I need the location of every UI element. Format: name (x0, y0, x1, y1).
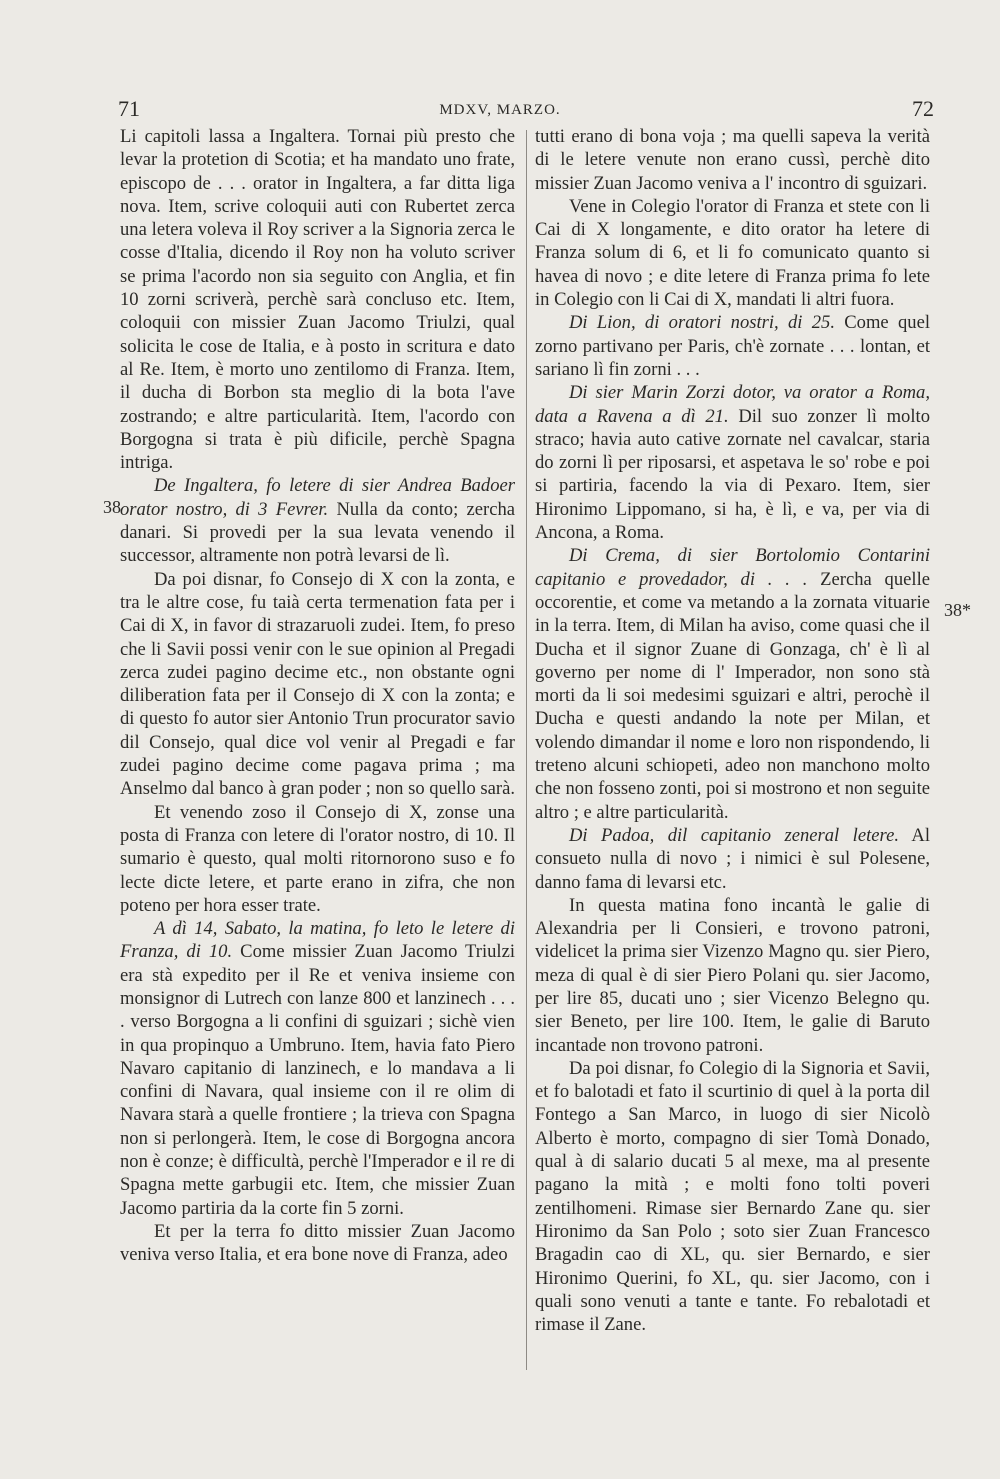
right-paragraph-5-heading: Di Crema, di sier Bortolomio Contarini capitanio e provedador, di . . . (535, 545, 930, 590)
left-column (120, 125, 515, 1267)
right-paragraph-6 (535, 824, 930, 894)
right-margin-number: 38* (944, 600, 971, 620)
column-divider (526, 130, 527, 1370)
left-paragraph-2-body: Nulla da conto; zercha danari. Si provedi per la sua levata venendo il successor, altramente non potrà levarsi de lì. (120, 498, 515, 567)
running-title: MDXV, MARZO. (439, 102, 561, 118)
left-paragraph-1: Li capitoli lassa a Ingaltera. Tornai più presto che levar la protetion di Scotia; et ha mandato uno frate, episcopo de . . . orator in Ingaltera, a far ditta liga nova. Item, scrive coloquii auti con Rubertet zerca una letera voleva il Roy scriver a la Signoria zerca le cosse d'Italia, dicendo il Roy non ha voluto scriver se prima l'acordo non sia seguito con Anglia, et fin 10 zorni scriverà, perchè sarà concluso etc. Item, coloquii con missier Zuan Jacomo Triulzi, qual solicita le cose de Italia, e à posto in scritura e dato al Re. Item, è morto uno zentilomo di Franza. Item, il ducha di Borbon sta meglio di la bota l'ave zostrando; e altre particularità. Item, l'acordo con Borgogna si trata è più dificile, perchè Spagna intriga. (120, 126, 515, 474)
left-paragraph-2-heading: De Ingaltera, fo letere di sier Andrea Badoer orator nostro, di 3 Fevrer. (120, 475, 515, 520)
right-paragraph-3 (535, 311, 930, 381)
right-paragraph-8: Da poi disnar, fo Colegio di la Signoria et Savii, et fo balotadi et fato il scurtinio di quel à la porta dil Fontego a San Marco, in luogo di sier Nicolò Alberto è morto, compagno di sier Tomà Donado, qual à di salario ducati 5 al mexe, ma al presente pagano la mità ; e molti fono tolti poveri zentilhomeni. Rimase sier Bernardo Zane qu. sier Hironimo da San Polo ; soto sier Zuan Francesco Bragadin cao di XL, qu. sier Bernardo, e sier Hironimo Querini, fo XL, qu. sier Jacomo, con i quali sono venuti a tante e tante. Fo rebalotadi et rimase il Zane. (535, 1057, 930, 1336)
page-header (0, 96, 1000, 122)
left-paragraph-5-heading: A dì 14, Sabato, la matina, fo leto le letere di Franza, di 10. (120, 918, 515, 963)
left-paragraph-5-body: Come missier Zuan Jacomo Triulzi era stà expedito per il Re et veniva insieme con monsignor di Lutrech con lanze 800 et lanzinech . . . . verso Borgogna a li confini di sguizari ; sichè vien in qua propinquo a Umbruno. Item, havia fato Piero Navaro capitanio di lanzinech, e lo mandava a li confini di Navara, qual insieme con il re olim di Navara starà a quelle frontiere ; la trieva con Spagna non si perlongerà. Item, le cose di Borgogna ancora non è conze; è difficultà, perchè l'Imperador e il re di Spagna mette garbugii etc. Item, che missier Zuan Jacomo partiria da la corte fin 5 zorni. (120, 941, 516, 1219)
right-paragraph-5-body: Zercha quelle occorentie, et come va metando a la zornata vituarie in la terra. Item, di Milan ha aviso, come quasi che il Ducha et il signor Zuane di Gonzaga, ch' è lì al governo per nome di l' Imperador, non sono stà morti da li soi medesimi sguizari e altri, perochè il Ducha e questi andando la note per Milan, et volendo dimandar il nome e loro non rispondendo, li treteno alcuni schiopeti, adeo non manchono molto che non fosseno zonti, poi si mostrono et non seguite altro ; e altre particularità. (535, 568, 930, 823)
right-paragraph-5 (535, 544, 930, 824)
left-paragraph-2 (120, 474, 515, 567)
left-paragraph-6: Et per la terra fo ditto missier Zuan Jacomo veniva verso Italia, et era bone nove di Franza, adeo (120, 1220, 515, 1266)
right-paragraph-7: In questa matina fono incantà le galie di Alexandria per li Consieri, e trovono patroni, videlicet la prima sier Vizenzo Magno qu. sier Piero, meza di qual è di sier Piero Polani qu. sier Jacomo, per lire 85, ducati uno ; sier Vicenzo Belegno qu. sier Beneto, per lire 100. Item, le galie di Baruto incantade non trovono patroni. (535, 894, 930, 1056)
left-page-number: 71 (118, 96, 140, 121)
right-paragraph-1: tutti erano di bona voja ; ma quelli sapeva la verità di le letere venute non erano cussì, perchè dito missier Zuan Jacomo veniva a l' incontro di sguizari. (535, 126, 930, 194)
right-paragraph-2: Vene in Colegio l'orator di Franza et stete con li Cai di X longamente, e dito orator ha letere di Franza solum di 6, et li fo comunicato quanto si havea di novo ; e dite letere di Franza prima fo lete in Colegio con li Cai di X, mandati li altri fuora. (535, 195, 930, 311)
right-paragraph-4 (535, 381, 930, 544)
right-paragraph-3-heading: Di Lion, di oratori nostri, di 25. (569, 312, 835, 334)
right-column (535, 125, 930, 1336)
left-paragraph-5 (120, 917, 515, 1220)
right-paragraph-4-body: Dil suo zonzer lì molto straco; havia auto cative zornate nel cavalcar, staria do zorni lì per riposarsi, et aspetava le so' robe e poi si partiria, facendo la via di Pexaro. Item, sier Hironimo Lippomano, si ha, è lì, e va, per via di Ancona, a Roma. (535, 405, 930, 544)
right-page-number: 72 (912, 96, 934, 121)
left-paragraph-3: Da poi disnar, fo Consejo di X con la zonta, e tra le altre cose, fu taià certa termenation fata per i Cai di X, in favor di strazaruoli zudei. Item, fo preso che li Savii possi venir con le sue opinion al Pregadi zerca zudei pagino decime etc., non obstante ogni diliberation fata per il Consejo di X con la zonta; e di questo fo autor sier Antonio Trun procurator savio dil Consejo, qual dice vol venir al Pregadi e far zudei pagino decime come pagava prima ; ma Anselmo dal banco à gran poder ; non so quello sarà. (120, 568, 516, 800)
left-paragraph-4: Et venendo zoso il Consejo di X, zonse una posta di Franza con letere di l'orator nostro, di 10. Il sumario è questo, qual molti ritornorono suso e fo lecte dicte letere, et parte erano in zifra, che non poteno per hora esser trate. (120, 801, 515, 916)
left-margin-number: 38 (103, 497, 121, 517)
right-paragraph-6-heading: Di Padoa, dil capitanio zeneral letere. (569, 824, 899, 846)
right-paragraph-4-heading: Di sier Marin Zorzi dotor, va orator a Roma, data a Ravena a dì 21. (535, 382, 930, 427)
right-paragraph-6-body: Al consueto nulla di novo ; i nimici è sul Polesene, danno fama di levarsi etc. (535, 824, 930, 893)
right-paragraph-3-body: Come quel zorno partivano per Paris, ch'è zornate . . . lontan, et sariano lì fin zorni . . . (535, 312, 930, 380)
